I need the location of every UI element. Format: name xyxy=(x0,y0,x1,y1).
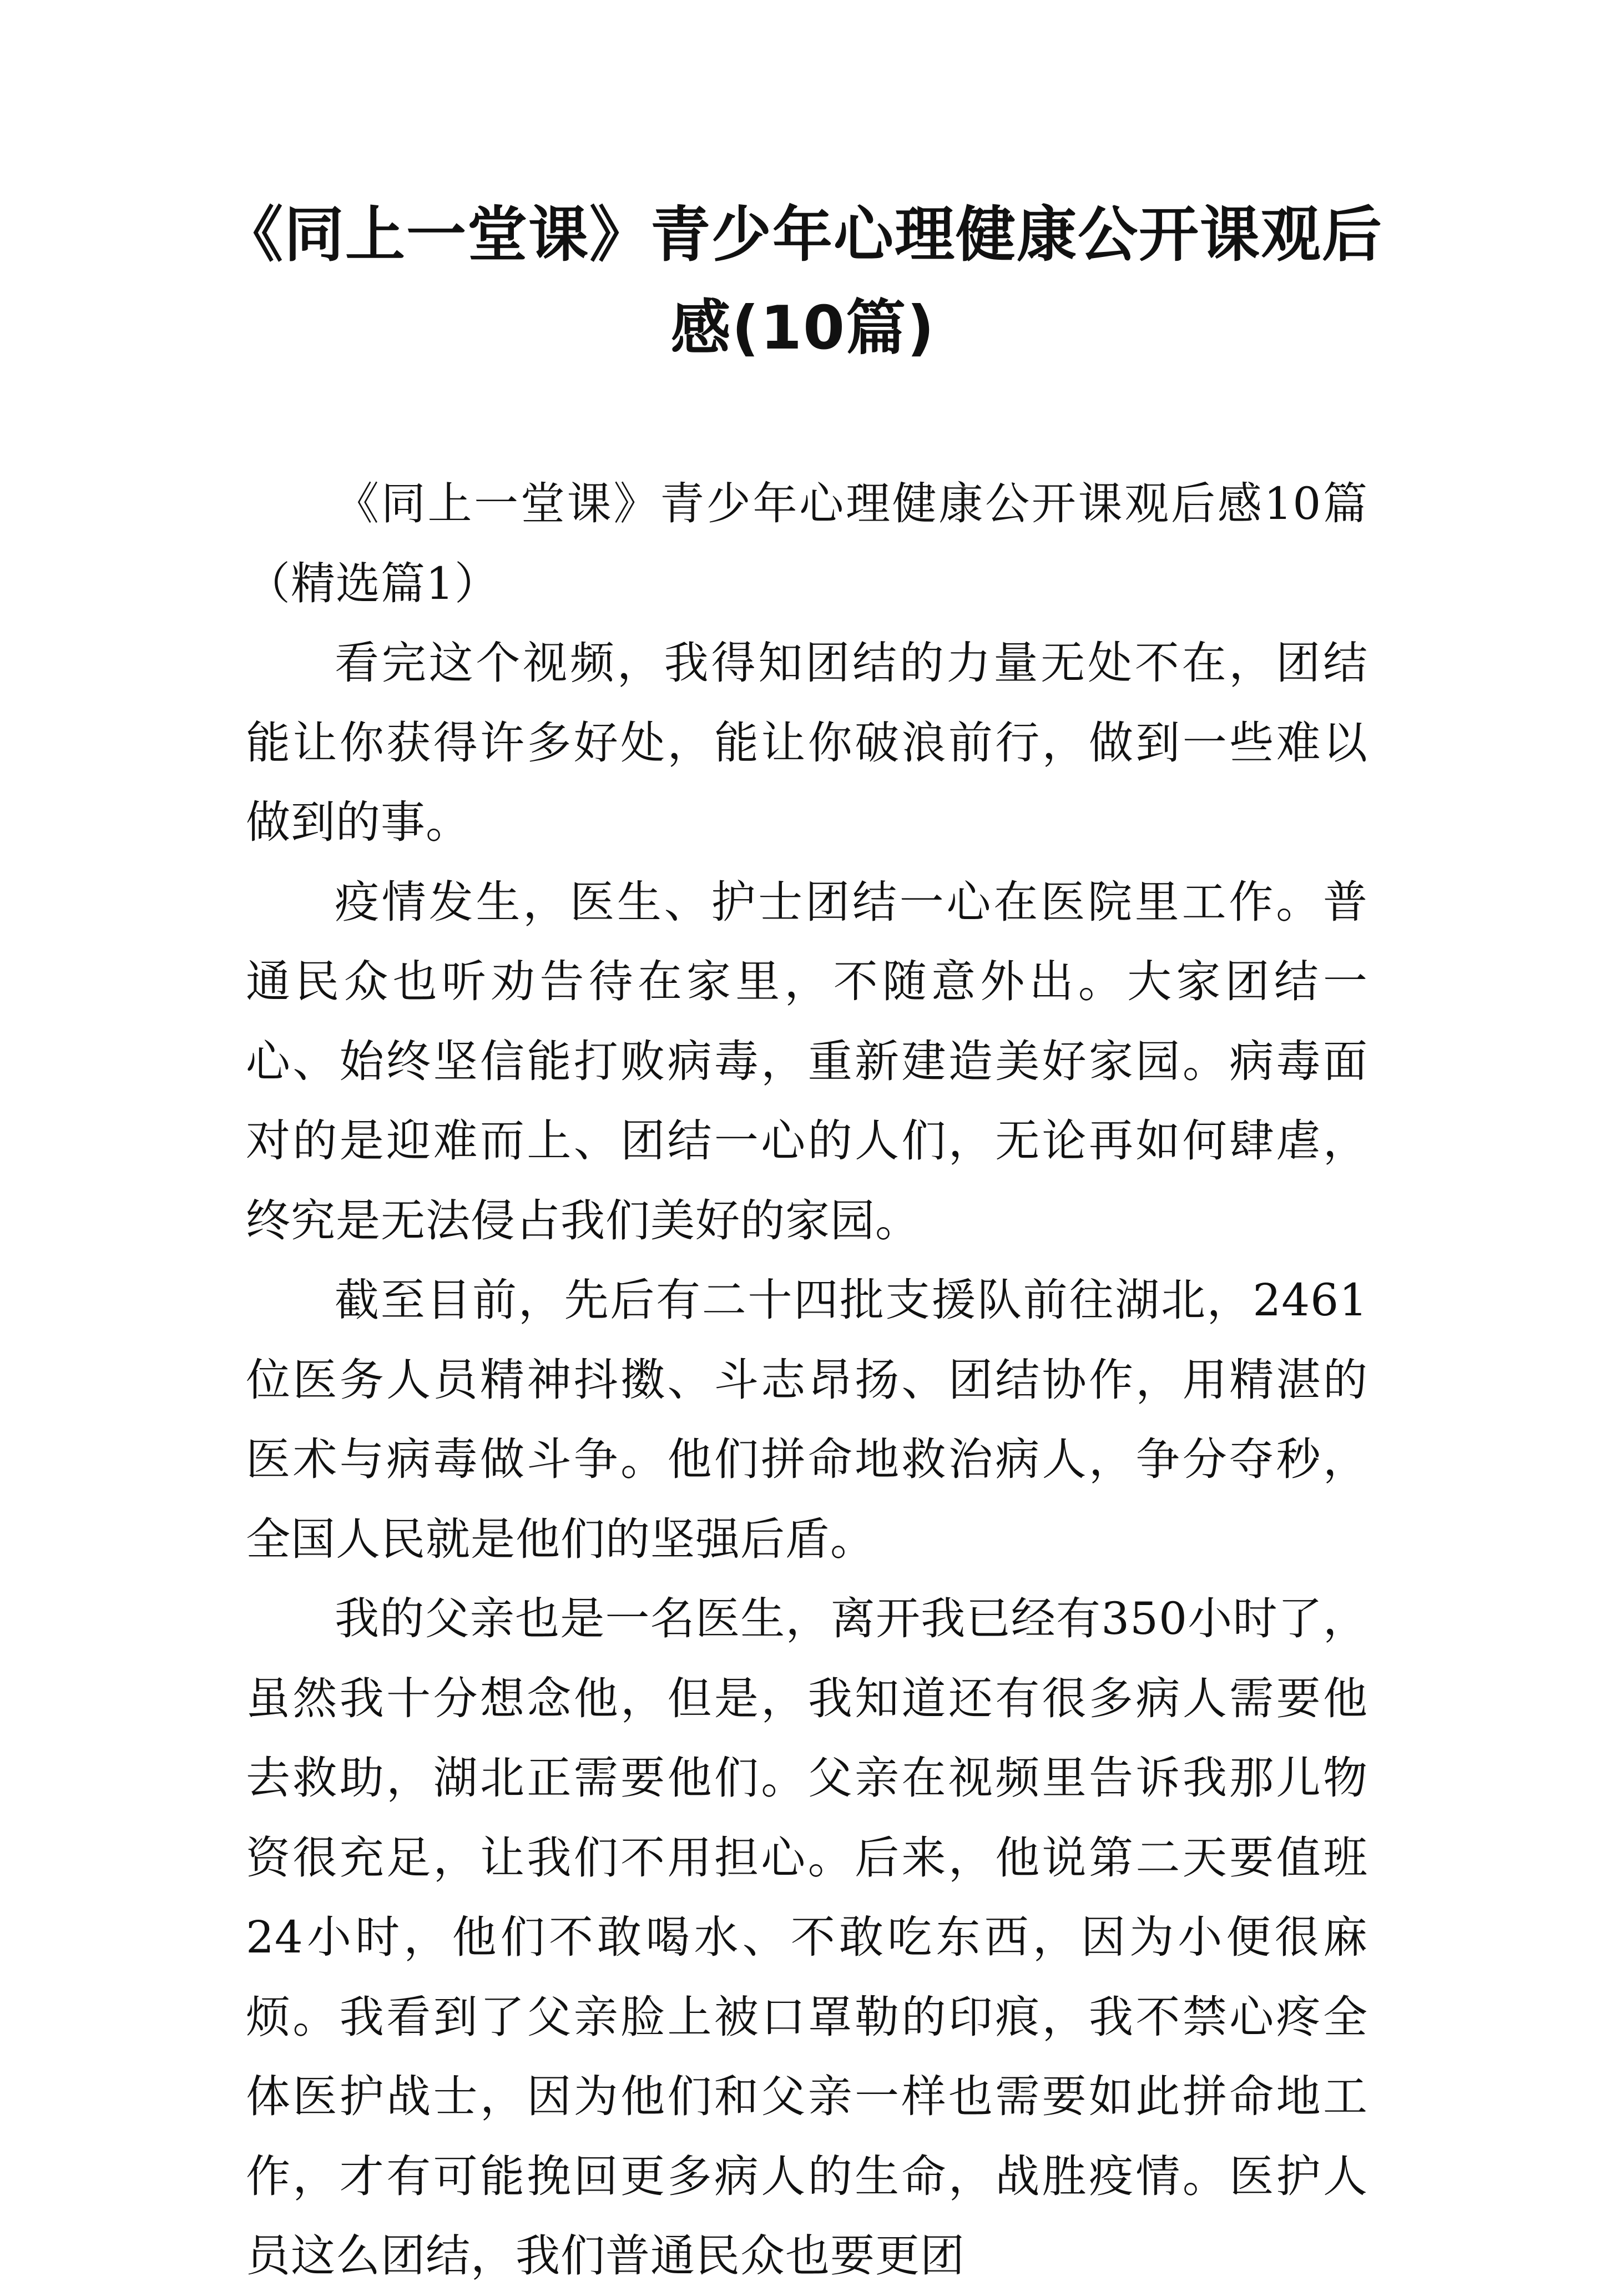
document-title: 《同上一堂课》青少年心理健康公开课观后感(10篇) xyxy=(223,200,1383,363)
document-body xyxy=(246,464,1368,2296)
paragraph: 疫情发生，医生、护士团结一心在医院里工作。普通民众也听劝告待在家里，不随意外出。大家团结一心、始终坚信能打败病毒，重新建造美好家园。病毒面对的是迎难而上、团结一心的人们，无论再如何肆虐，终究是无法侵占我们美好的家园。 xyxy=(246,876,1368,1247)
paragraph: 看完这个视频，我得知团结的力量无处不在，团结能让你获得许多好处，能让你破浪前行，做到一些难以做到的事。 xyxy=(246,637,1368,848)
paragraph: 我的父亲也是一名医生，离开我已经有350小时了，虽然我十分想念他，但是，我知道还有很多病人需要他去救助，湖北正需要他们。父亲在视频里告诉我那儿物资很充足，让我们不用担心。后来，他说第二天要值班24小时，他们不敢喝水、不敢吃东西，因为小便很麻烦。我看到了父亲脸上被口罩勒的印痕，我不禁心疼全体医护战士，因为他们和父亲一样也需要如此拼命地工作，才有可能挽回更多病人的生命，战胜疫情。医护人员这么团结，我们普通民众也要更团 xyxy=(246,1593,1368,2282)
paragraph: 截至目前，先后有二十四批支援队前往湖北，2461位医务人员精神抖擞、斗志昂扬、团结协作，用精湛的医术与病毒做斗争。他们拼命地救治病人，争分夺秒，全国人民就是他们的坚强后盾。 xyxy=(246,1274,1368,1565)
paragraph-heading: 《同上一堂课》青少年心理健康公开课观后感10篇（精选篇1） xyxy=(246,478,1368,609)
